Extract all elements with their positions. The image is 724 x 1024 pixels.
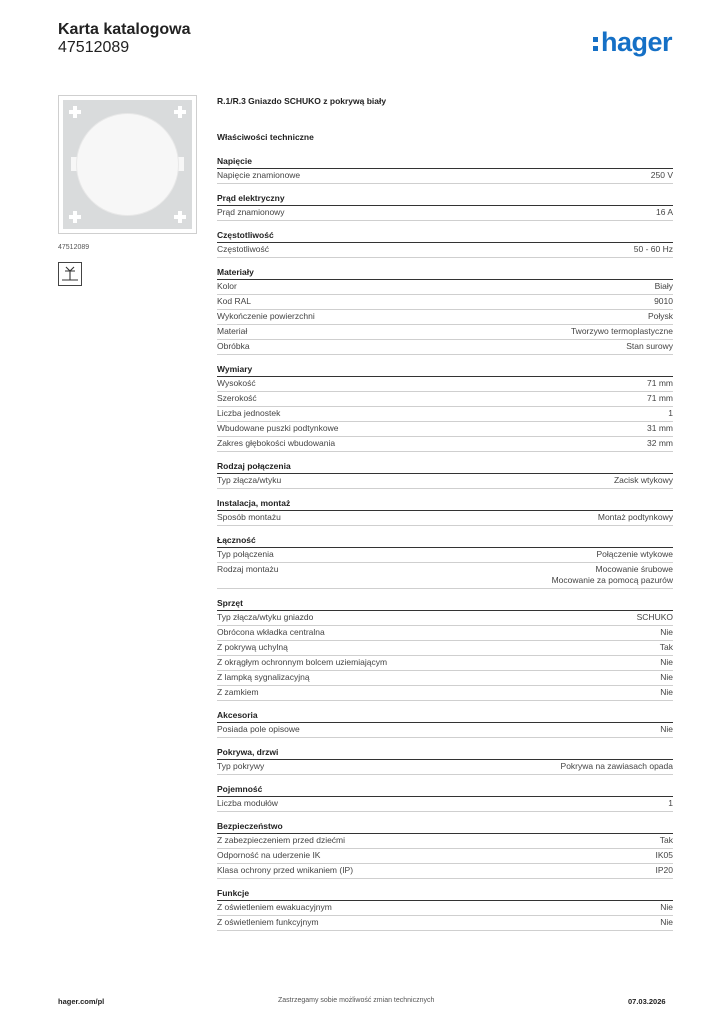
spec-section [217,498,673,526]
footer-date: 07.03.2026 [628,997,666,1006]
spec-label: Sposób montażu [217,512,281,522]
spec-row [217,243,673,258]
specifications [217,96,673,940]
spec-row [217,656,673,671]
spec-row [217,437,673,452]
spec-row [217,760,673,775]
spec-row [217,849,673,864]
spec-section [217,230,673,258]
section-title: Rodzaj połączenia [217,461,673,474]
spec-value: Tak [659,835,673,845]
spec-label: Z oświetleniem funkcyjnym [217,917,319,927]
spec-section [217,821,673,879]
section-title: Pojemność [217,784,673,797]
spec-row [217,340,673,355]
spec-value: Połysk [647,311,673,321]
spec-row [217,834,673,849]
spec-row [217,686,673,701]
spec-row [217,392,673,407]
spec-row [217,671,673,686]
spec-section [217,784,673,812]
hager-logo [593,27,672,58]
spec-section [217,535,673,589]
spec-value: 50 - 60 Hz [633,244,673,254]
spec-label: Szerokość [217,393,257,403]
spec-row [217,280,673,295]
spec-row [217,626,673,641]
section-title: Łączność [217,535,673,548]
spec-value: IP20 [655,865,673,875]
spec-value: 1 [668,798,673,808]
spec-label: Liczba jednostek [217,408,281,418]
footer-notice: Zastrzegamy sobie możliwość zmian technicznych [278,997,435,1004]
spec-value: 71 mm [647,393,673,403]
spec-value: Pokrywa na zawiasach opada [560,761,673,771]
spec-section [217,710,673,738]
spec-value: IK05 [655,850,673,860]
spec-section [217,888,673,931]
section-title: Wymiary [217,364,673,377]
spec-value: 71 mm [647,378,673,388]
spec-row [217,797,673,812]
spec-value: Nie [660,724,673,734]
spec-value: Połączenie wtykowe [596,549,673,559]
spec-section [217,267,673,355]
spec-value: Mocowanie śrubowe Mocowanie za pomocą pazurów [551,564,673,585]
mount-hole-icon [174,211,186,223]
section-title: Funkcje [217,888,673,901]
spec-value: Tworzywo termoplastyczne [570,326,673,336]
spec-row [217,169,673,184]
spec-section [217,156,673,184]
footer-website[interactable]: hager.com/pl [58,997,105,1006]
spec-row [217,548,673,563]
spec-row [217,474,673,489]
spec-value: Biały [654,281,673,291]
spec-sections [217,156,673,931]
spec-row [217,511,673,526]
spec-label: Typ złącza/wtyku gniazdo [217,612,314,622]
spec-label: Z zabezpieczeniem przed dziećmi [217,835,346,845]
spec-row [217,206,673,221]
mount-hole-icon [69,211,81,223]
socket-cover [77,114,178,215]
spec-value: 31 mm [647,423,673,433]
section-title: Materiały [217,267,673,280]
properties-title: Właściwości techniczne [217,132,314,142]
spec-row [217,310,673,325]
flush-mount-icon [58,262,82,286]
spec-label: Typ złącza/wtyku [217,475,282,485]
spec-row [217,563,673,589]
spec-label: Posiada pole opisowe [217,724,300,734]
document-title: Karta katalogowa [58,21,191,38]
spec-label: Kolor [217,281,237,291]
spec-label: Z zamkiem [217,687,259,697]
spec-row [217,723,673,738]
spec-row [217,422,673,437]
spec-section [217,747,673,775]
spec-section [217,598,673,701]
socket-plate [63,100,192,229]
spec-label: Wbudowane puszki podtynkowe [217,423,339,433]
spec-label: Z lampką sygnalizacyjną [217,672,310,682]
spec-row [217,611,673,626]
spec-label: Materiał [217,326,248,336]
spec-label: Wykończenie powierzchni [217,311,315,321]
logo-dots-icon [593,35,599,52]
spec-label: Liczba modułów [217,798,278,808]
section-title: Akcesoria [217,710,673,723]
spec-value: Zacisk wtykowy [613,475,673,485]
spec-value: Nie [660,627,673,637]
spec-row [217,295,673,310]
spec-row [217,407,673,422]
spec-label: Odporność na uderzenie IK [217,850,321,860]
spec-section [217,461,673,489]
mount-hole-icon [174,106,186,118]
spec-value: Stan surowy [626,341,673,351]
section-title: Pokrywa, drzwi [217,747,673,760]
spec-value: SCHUKO [636,612,673,622]
spec-label: Z okrągłym ochronnym bolcem uziemiającym [217,657,388,667]
spec-value: Nie [660,687,673,697]
spec-label: Z pokrywą uchylną [217,642,288,652]
spec-section [217,193,673,221]
spec-value: 1 [668,408,673,418]
section-title: Częstotliwość [217,230,673,243]
mount-hole-icon [69,106,81,118]
section-title: Instalacja, montaż [217,498,673,511]
spec-row [217,864,673,879]
product-title: R.1/R.3 Gniazdo SCHUKO z pokrywą biały [217,96,387,106]
spec-row [217,377,673,392]
spec-label: Napięcie znamionowe [217,170,301,180]
spec-row [217,901,673,916]
spec-label: Z oświetleniem ewakuacyjnym [217,902,332,912]
spec-label: Klasa ochrony przed wnikaniem (IP) [217,865,354,875]
spec-label: Typ połączenia [217,549,274,559]
spec-label: Wysokość [217,378,256,388]
spec-row [217,641,673,656]
product-image [58,95,197,234]
section-title: Bezpieczeństwo [217,821,673,834]
image-caption: 47512089 [58,244,90,251]
spec-value: 250 V [650,170,673,180]
section-title: Sprzęt [217,598,673,611]
spec-section [217,364,673,452]
spec-value: 9010 [654,296,673,306]
spec-label: Rodzaj montażu [217,564,279,574]
spec-value: 16 A [655,207,673,217]
spec-label: Zakres głębokości wbudowania [217,438,336,448]
logo-text: hager [601,27,673,57]
section-title: Napięcie [217,156,673,169]
spec-value: Tak [659,642,673,652]
spec-label: Kod RAL [217,296,252,306]
section-title: Prąd elektryczny [217,193,673,206]
spec-value: Nie [660,902,673,912]
spec-row [217,325,673,340]
spec-value: Nie [660,657,673,667]
spec-row [217,916,673,931]
spec-label: Prąd znamionowy [217,207,285,217]
product-code: 47512089 [58,39,130,56]
spec-value: Montaż podtynkowy [597,512,673,522]
spec-value: Nie [660,672,673,682]
spec-value: 32 mm [647,438,673,448]
spec-label: Obróbka [217,341,250,351]
spec-label: Częstotliwość [217,244,269,254]
spec-label: Typ pokrywy [217,761,265,771]
spec-value: Nie [660,917,673,927]
spec-label: Obrócona wkładka centralna [217,627,325,637]
